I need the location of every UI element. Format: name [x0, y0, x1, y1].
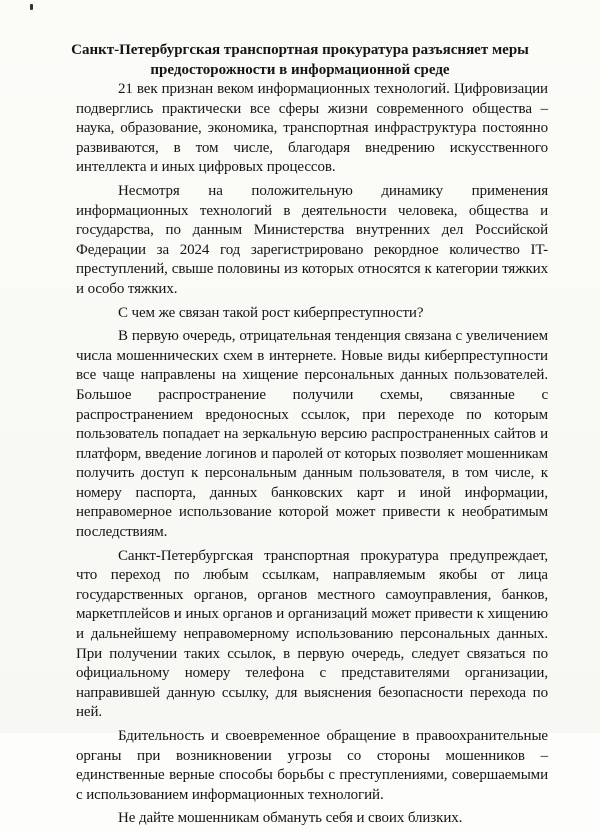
- paragraph-closing: Не дайте мошенникам обмануть себя и своих близких.: [118, 810, 463, 827]
- paragraph-fraud-schemes: В первую очередь, отрицательная тенденция связана с увеличением числа мошеннических схем в интернете. Новые виды киберпреступности все чаще направлены на хищение персональных данных пользователей. Большое распространение получили схемы, связанные с распространением вредоносных ссылок, при переходе по которым пользователь попадает на зеркальную версию распространенных сайтов и платформ, введение логинов и паролей от которых позволяет мошенникам получить доступ к персональным данным пользователя, в том числе, к номеру паспорта, данных банковских карт и иной информации, неправомерное использование которой может привести к необратимым последствиям.: [76, 328, 548, 541]
- scan-mark: [30, 4, 33, 10]
- paragraph-warning: Санкт-Петербургская транспортная прокуратура предупреждает, что переход по любым ссылкам, направляемым якобы от лица государственных органов, органов местного самоуправления, банков, маркетплейсов и иных органов и организаций может привести к хищению и дальнейшему неправомерному использованию персональных данных. При получении таких ссылок, в первую очередь, следует связаться по официальному номеру телефона с представителями организации, направившей данную ссылку, для выяснения безопасности перехода по ней.: [76, 547, 548, 721]
- paragraph-vigilance: Бдительность и своевременное обращение в правоохранительные органы при возникновении угрозы со стороны мошенников – единственные верные способы борьбы с преступлениями, совершаемыми с использованием информационных технологий.: [76, 728, 548, 803]
- paragraph-question: С чем же связан такой рост киберпреступности?: [118, 304, 424, 321]
- document-title: Санкт-Петербургская транспортная прокуратура разъясняет меры предосторожности в информационной среде: [71, 42, 529, 78]
- paragraph-intro: 21 век признан веком информационных технологий. Цифровизации подверглись практически все сферы жизни современного общества – наука, образование, экономика, транспортная инфраструктура постоянно развиваются, в том числе, благодаря внедрению искусственного интеллекта и иных цифровых процессов.: [76, 81, 548, 176]
- document-body: [76, 80, 548, 833]
- paragraph-statistics: Несмотря на положительную динамику применения информационных технологий в деятельности человека, общества и государства, по данным Министерства внутренних дел Российской Федерации за 2024 год зарегистрировано рекордное количество IT-преступлений, свыше половины из которых относятся к категории тяжких и особо тяжких.: [76, 182, 548, 297]
